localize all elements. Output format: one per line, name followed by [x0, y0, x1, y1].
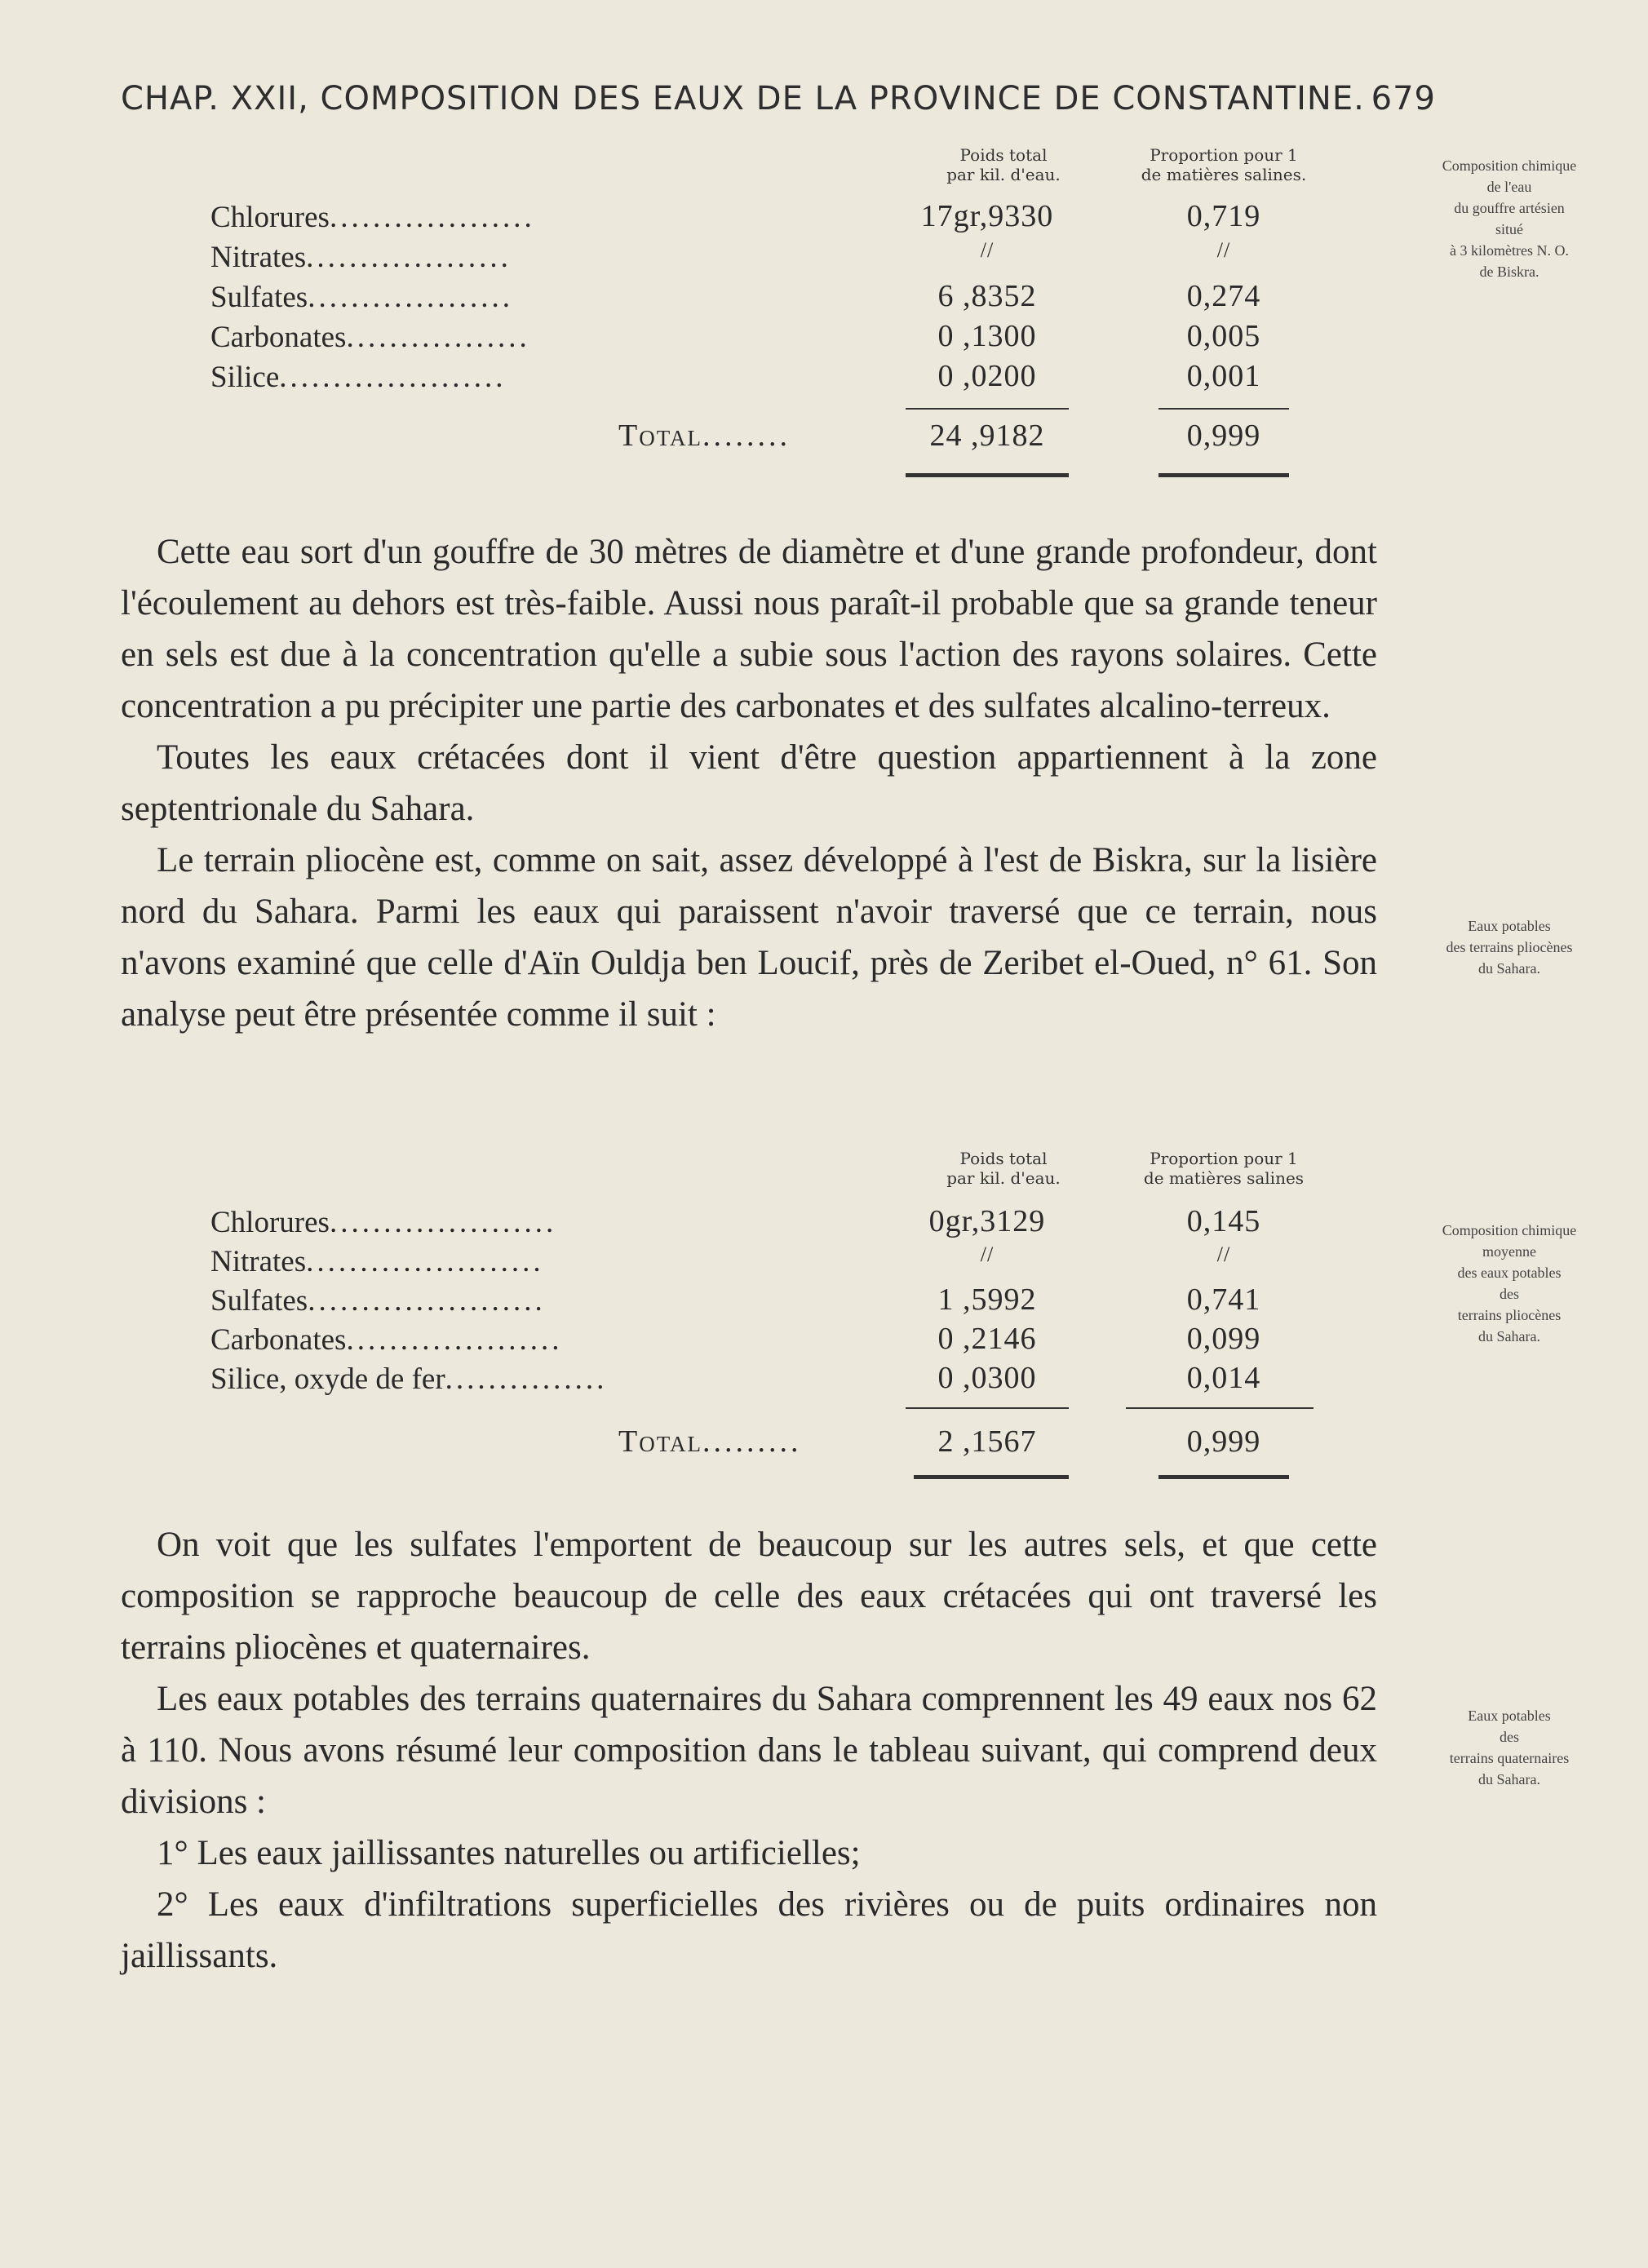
table1-proportion: //	[1216, 238, 1231, 262]
margin-note-4: Eaux potables des terrains quaternaires du Sahara.	[1449, 1708, 1570, 1787]
table1-weight: 17gr,9330	[920, 199, 1054, 233]
table1-proportion: 0,274	[1186, 279, 1261, 313]
table1-col1-header: Poids total par kil. d'eau.	[946, 145, 1061, 184]
list-item: 2° Les eaux d'infiltrations superficielles des rivières ou de puits ordinaires non jaillissants.	[121, 1885, 1377, 1975]
table1-proportion: 0,719	[1186, 199, 1261, 233]
chapter-title: CHAP. XXII, COMPOSITION DES EAUX DE LA PROVINCE DE CONSTANTINE.	[121, 80, 1365, 117]
table2-weight: 1 ,5992	[937, 1282, 1037, 1317]
table1-weight: 6 ,8352	[937, 279, 1037, 313]
table2-sum-rule	[1126, 1407, 1314, 1409]
table1-row-label: Silice.....................	[210, 361, 507, 394]
table1-row-label: Nitrates...................	[210, 241, 512, 274]
table1-weight: //	[980, 238, 995, 262]
table2-row-label: Silice, oxyde de fer...............	[210, 1362, 608, 1396]
paragraph: Le terrain pliocène est, comme on sait, assez développé à l'est de Biskra, sur la lisière nord du Sahara. Parmi les eaux qui paraissent n'avoir traversé que ce terrain, nous n'avons examiné que celle d'Aïn Ouldja ben Loucif, près de Zeribet el-Oued, n° 61. Son analyse peut être présentée comme il suit :	[121, 841, 1377, 1034]
table2-row-label: Carbonates....................	[210, 1323, 563, 1357]
table2-proportion: 0,741	[1186, 1282, 1261, 1317]
body-text-2	[121, 1519, 1377, 1982]
table1-row-label: Carbonates.................	[210, 321, 530, 354]
table1-proportion: 0,001	[1186, 359, 1261, 393]
table2-weight: 0 ,2146	[937, 1322, 1037, 1356]
table2-weight: 0 ,0300	[937, 1361, 1037, 1395]
table2-weight: //	[980, 1243, 995, 1266]
table2-col2-header: Proportion pour 1 de matières salines	[1143, 1149, 1305, 1188]
table2-proportion: //	[1216, 1243, 1231, 1266]
table1-proportion: 0,005	[1186, 319, 1261, 353]
table2-bottom-rule	[1158, 1475, 1289, 1479]
running-header	[121, 80, 1436, 129]
table1-weight: 0 ,0200	[937, 359, 1037, 393]
list-item: 1° Les eaux jaillissantes naturelles ou artificielles;	[157, 1834, 861, 1872]
table1-total-proportion: 0,999	[1186, 419, 1261, 453]
table2-proportion: 0,145	[1186, 1204, 1261, 1238]
body-text-1	[121, 526, 1377, 1040]
table2-row-label: Chlorures.....................	[210, 1206, 557, 1239]
table1-total-label: Total........	[618, 419, 791, 453]
table1-bottom-rule	[1158, 473, 1289, 477]
paragraph: Cette eau sort d'un gouffre de 30 mètres de diamètre et d'une grande profondeur, dont l'écoulement au dehors est très-faible. Aussi nous paraît-il probable que sa grande teneur en sels est due à la concentration qu'elle a subie sous l'action des rayons solaires. Cette concentration a pu précipiter une partie des carbonates et des sulfates alcalino-terreux.	[121, 533, 1377, 725]
paragraph: On voit que les sulfates l'emportent de beaucoup sur les autres sels, et que cette composition se rapproche beaucoup de celle des eaux crétacées qui ont traversé les terrains pliocènes et quaternaires.	[121, 1526, 1377, 1667]
table2-total-proportion: 0,999	[1186, 1424, 1261, 1459]
table2-col1-header: Poids total par kil. d'eau.	[946, 1149, 1061, 1188]
table2-sum-rule	[906, 1407, 1069, 1409]
table1-sum-rule	[1158, 408, 1289, 410]
table1-row-label: Sulfates...................	[210, 281, 513, 314]
paragraph: Toutes les eaux crétacées dont il vient d'être question appartiennent à la zone septentrionale du Sahara.	[121, 738, 1377, 828]
table2-total-label: Total.........	[618, 1424, 802, 1459]
margin-note-1: Composition chimique de l'eau du gouffre artésien situé à 3 kilomètres N. O. de Biskra.	[1442, 157, 1577, 280]
table2-total-weight: 2 ,1567	[937, 1424, 1037, 1459]
table2-row-label: Sulfates......................	[210, 1284, 546, 1318]
table2-proportion: 0,099	[1186, 1322, 1261, 1356]
table2-proportion: 0,014	[1186, 1361, 1261, 1395]
table1-weight: 0 ,1300	[937, 319, 1037, 353]
table1-row-label: Chlorures...................	[210, 201, 535, 234]
table2-row-label: Nitrates......................	[210, 1245, 544, 1278]
page-number: 679	[1371, 80, 1436, 117]
table1-col2-header: Proportion pour 1 de matières salines.	[1141, 145, 1307, 184]
table1-bottom-rule	[906, 473, 1069, 477]
table2-weight: 0gr,3129	[928, 1204, 1046, 1238]
table1-total-weight: 24 ,9182	[929, 419, 1045, 453]
paragraph: Les eaux potables des terrains quaternaires du Sahara comprennent les 49 eaux nos 62 à 110. Nous avons résumé leur composition dans le tableau suivant, qui comprend deux divisions :	[121, 1680, 1377, 1821]
table1-sum-rule	[906, 408, 1069, 410]
margin-note-2: Eaux potables des terrains pliocènes du Sahara.	[1446, 918, 1573, 977]
margin-note-3: Composition chimique moyenne des eaux potables des terrains pliocènes du Sahara.	[1442, 1222, 1577, 1344]
table2-bottom-rule	[914, 1475, 1069, 1479]
